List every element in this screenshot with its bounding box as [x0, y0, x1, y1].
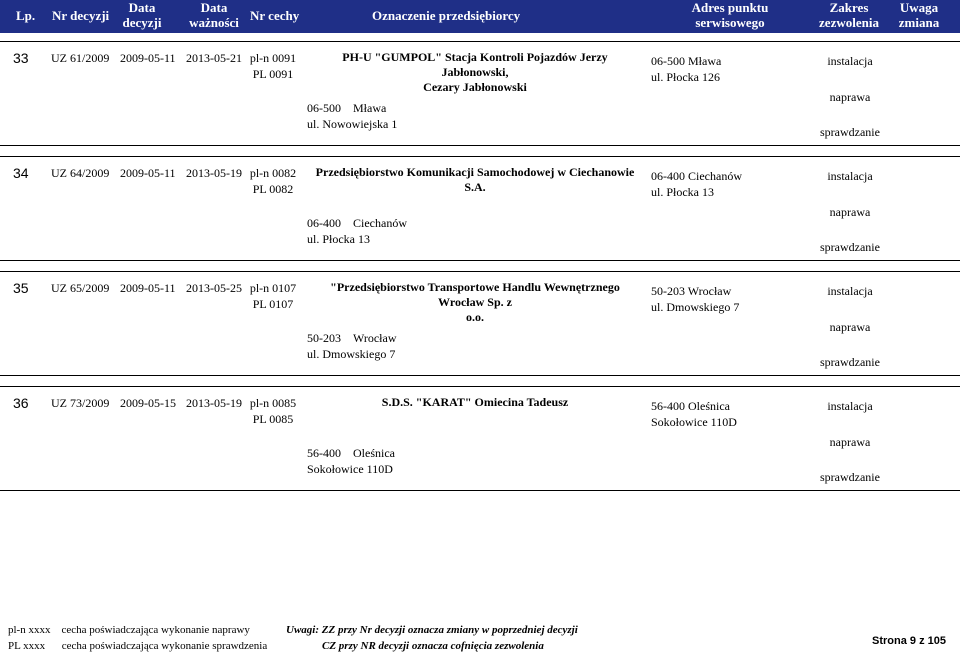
row-punkt: 06-500 Mława ul. Nowowiejska 1 [307, 101, 398, 131]
row-zakres-sprawdzanie: sprawdzanie [820, 240, 880, 254]
uwagi-cz: CZ przy NR decyzji oznacza cofnięcia zezwolenia [322, 640, 544, 652]
row-punkt: 50-203 Wrocław ul. Dmowskiego 7 [307, 331, 397, 361]
table-row [0, 156, 960, 261]
row-data-decyzji: 2009-05-11 [120, 281, 176, 295]
row-siedziba: 06-400 Ciechanów ul. Płocka 13 [651, 169, 742, 199]
row-data-waznosci: 2013-05-21 [186, 51, 242, 65]
row-nazwa: PH-U "GUMPOL" Stacja Kontroli Pojazdów Jerzy Jabłonowski, Cezary Jabłonowski [342, 50, 608, 94]
uwagi-zz: Uwagi: ZZ przy Nr decyzji oznacza zmiany w poprzedniej decyzji [286, 624, 578, 636]
row-zakres-sprawdzanie: sprawdzanie [820, 125, 880, 139]
row-data-decyzji: 2009-05-11 [120, 166, 176, 180]
row-zakres-naprawa: naprawa [829, 320, 871, 334]
header-data-waznosci: Data ważności [189, 0, 239, 30]
row-data-waznosci: 2013-05-19 [186, 396, 242, 410]
row-cecha: pl-n 0085 PL 0085 [249, 396, 297, 426]
row-zakres-instalacja: instalacja [827, 169, 873, 183]
row-zakres-sprawdzanie: sprawdzanie [820, 355, 880, 369]
row-lp: 36 [13, 395, 29, 411]
header-lp: Lp. [16, 8, 36, 23]
row-data-decyzji: 2009-05-15 [120, 396, 176, 410]
row-nazwa: S.D.S. "KARAT" Omiecina Tadeusz [381, 395, 569, 409]
table-row [0, 386, 960, 491]
row-lp: 33 [13, 50, 29, 66]
row-data-decyzji: 2009-05-11 [120, 51, 176, 65]
row-decyzja: UZ 61/2009 [51, 51, 110, 65]
row-decyzja: UZ 65/2009 [51, 281, 110, 295]
row-lp: 34 [13, 165, 29, 181]
row-zakres-instalacja: instalacja [827, 399, 873, 413]
row-cecha: pl-n 0082 PL 0082 [249, 166, 297, 196]
row-nazwa: Przedsiębiorstwo Komunikacji Samochodowej w Ciechanowie S.A. [315, 165, 635, 194]
row-zakres-instalacja: instalacja [827, 54, 873, 68]
header-oznaczenie: Oznaczenie przedsiębiorcy [372, 8, 521, 23]
row-decyzja: UZ 73/2009 [51, 396, 110, 410]
row-zakres-naprawa: naprawa [829, 205, 871, 219]
row-cecha: pl-n 0091 PL 0091 [249, 51, 297, 81]
header-uwaga: Uwaga zmiana [898, 0, 940, 30]
row-cecha: pl-n 0107 PL 0107 [249, 281, 297, 311]
page-number: Strona 9 z 105 [872, 635, 946, 647]
row-punkt: 56-400 Oleśnica Sokołowice 110D [307, 446, 395, 476]
row-data-waznosci: 2013-05-25 [186, 281, 242, 295]
row-zakres-naprawa: naprawa [829, 435, 871, 449]
header-zakres: Zakres zezwolenia [819, 0, 879, 30]
row-lp: 35 [13, 280, 29, 296]
row-decyzja: UZ 64/2009 [51, 166, 110, 180]
row-siedziba: 50-203 Wrocław ul. Dmowskiego 7 [651, 284, 740, 314]
row-zakres-sprawdzanie: sprawdzanie [820, 470, 880, 484]
legend-naprawa: pl-n xxxx cecha poświadczająca wykonanie naprawy [8, 624, 250, 636]
row-siedziba: 56-400 Oleśnica Sokołowice 110D [651, 399, 737, 429]
row-zakres-naprawa: naprawa [829, 90, 871, 104]
row-zakres-instalacja: instalacja [827, 284, 873, 298]
table-row [0, 41, 960, 146]
table-row [0, 271, 960, 376]
table-header [0, 0, 960, 33]
header-nr-cechy: Nr cechy [250, 8, 300, 23]
legend-sprawdzenie: PL xxxx cecha poświadczająca wykonanie sprawdzenia [8, 640, 268, 652]
row-nazwa: "Przedsiębiorstwo Transportowe Handlu Wewnętrznego Wrocław Sp. z o.o. [330, 280, 620, 324]
header-adres: Adres punktu serwisowego [691, 0, 769, 30]
header-data-decyzji: Data decyzji [122, 0, 162, 30]
row-siedziba: 06-500 Mława ul. Płocka 126 [651, 54, 722, 84]
row-data-waznosci: 2013-05-19 [186, 166, 242, 180]
header-nr-decyzji: Nr decyzji [52, 8, 110, 23]
row-punkt: 06-400 Ciechanów ul. Płocka 13 [307, 216, 407, 246]
